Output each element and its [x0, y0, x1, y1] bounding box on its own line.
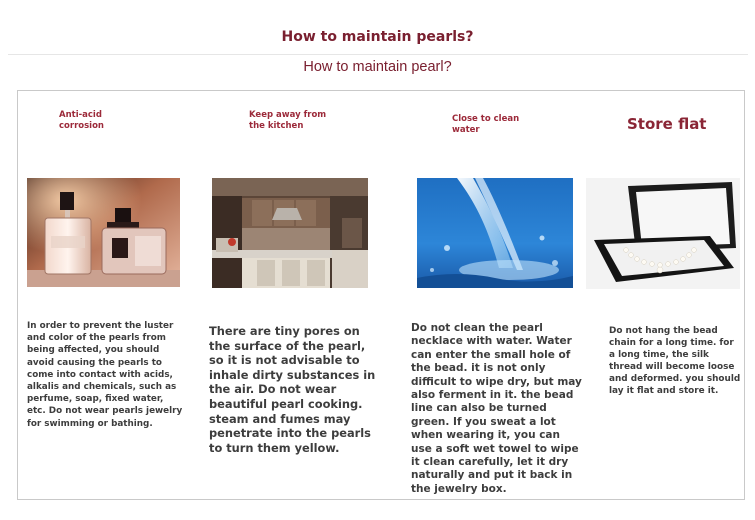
- water-splash-photo: [417, 178, 573, 288]
- content-frame: [17, 90, 745, 500]
- heading-anti-acid-corrosion: Anti-acid corrosion: [59, 110, 104, 131]
- title-divider: [8, 54, 748, 55]
- page-subtitle: How to maintain pearl?: [303, 59, 452, 75]
- text-store-flat: Do not hang the bead chain for a long time. for a long time, the silk thread will become loose and deformed. you should lay it flat and store it.: [609, 326, 741, 397]
- heading-keep-away-kitchen: Keep away from the kitchen: [249, 110, 327, 131]
- text-keep-away-kitchen: There are tiny pores on the surface of the pearl, so it is not advisable to inhale dirty substances in the air. Do not wear beautiful pearl cooking. steam and fumes may penetrate into the pearls to turn them yellow.: [209, 324, 376, 455]
- heading-close-to-clean-water: Close to clean water: [452, 114, 520, 135]
- kitchen-photo: [212, 178, 368, 288]
- text-anti-acid-corrosion: In order to prevent the luster and color of the pearls from being affected, you should avoid causing the pearls to come into contact with acids, alkalis and chemicals, such as perfume, soap, fixed water, etc. Do not wear pearls jewelry for swimming or bathing.: [27, 321, 183, 429]
- page-title: How to maintain pearls?: [281, 29, 474, 45]
- perfume-bottles-photo: [27, 178, 180, 287]
- heading-store-flat: Store flat: [627, 115, 707, 133]
- pearl-necklace-box-photo: [586, 178, 740, 289]
- text-close-to-clean-water: Do not clean the pearl necklace with water. Water can enter the small hole of the bead. it is not only difficult to wipe dry, but may also ferment in it. the bead line can also be turned green. If you sweat a lot when wearing it, you can use a soft wet towel to wipe it clean carefully, let it dry naturally and put it back in the jewelry box.: [411, 322, 582, 495]
